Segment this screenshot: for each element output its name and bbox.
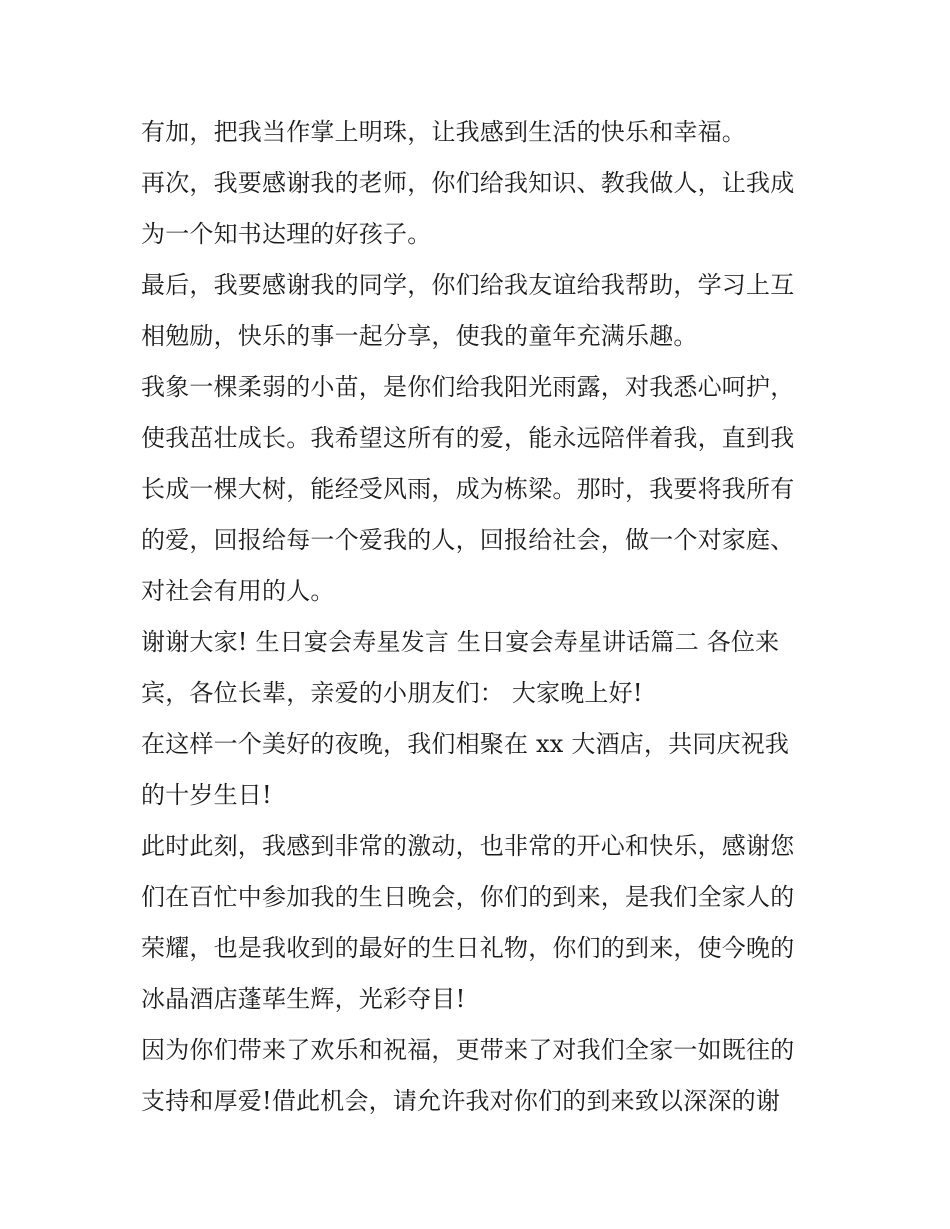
text-line: 最后，我要感谢我的同学，你们给我友谊给我帮助，学习上互: [141, 271, 795, 299]
body-text: [141, 107, 821, 1127]
text-line: 有加，把我当作掌上明珠，让我感到生活的快乐和幸福。: [141, 118, 746, 146]
text-line: 谢谢大家! 生日宴会寿星发言 生日宴会寿星讲话篇二 各位来: [141, 628, 780, 656]
text-line: 在这样一个美好的夜晚，我们相聚在 xx 大酒店，共同庆祝我: [141, 730, 790, 758]
text-line: 的爱，回报给每一个爱我的人，回报给社会，做一个对家庭、: [141, 526, 795, 554]
text-line: 们在百忙中参加我的生日晚会，你们的到来，是我们全家人的: [141, 883, 795, 911]
text-line: 相勉励，快乐的事一起分享，使我的童年充满乐趣。: [141, 322, 698, 350]
text-line: 支持和厚爱!借此机会，请允许我对你们的到来致以深深的谢: [141, 1087, 781, 1115]
text-line: 再次，我要感谢我的老师，你们给我知识、教我做人，让我成: [141, 169, 795, 197]
text-line: 我象一棵柔弱的小苗，是你们给我阳光雨露，对我悉心呵护，: [141, 373, 795, 401]
text-line: 长成一棵大树，能经受风雨，成为栋梁。那时，我要将我所有: [141, 475, 795, 503]
text-line: 宾，各位长辈，亲爱的小朋友们： 大家晚上好!: [141, 679, 643, 707]
text-line: 的十岁生日!: [141, 781, 272, 809]
text-line: 因为你们带来了欢乐和祝福，更带来了对我们全家一如既往的: [141, 1036, 795, 1064]
text-line: 使我茁壮成长。我希望这所有的爱，能永远陪伴着我，直到我: [141, 424, 795, 452]
text-line: 为一个知书达理的好孩子。: [141, 220, 432, 248]
text-line: 荣耀，也是我收到的最好的生日礼物，你们的到来，使今晚的: [141, 934, 795, 962]
text-line: 对社会有用的人。: [141, 577, 335, 605]
text-line: 此时此刻，我感到非常的激动，也非常的开心和快乐，感谢您: [141, 832, 795, 860]
text-line: 冰晶酒店蓬荜生辉，光彩夺目!: [141, 985, 466, 1013]
